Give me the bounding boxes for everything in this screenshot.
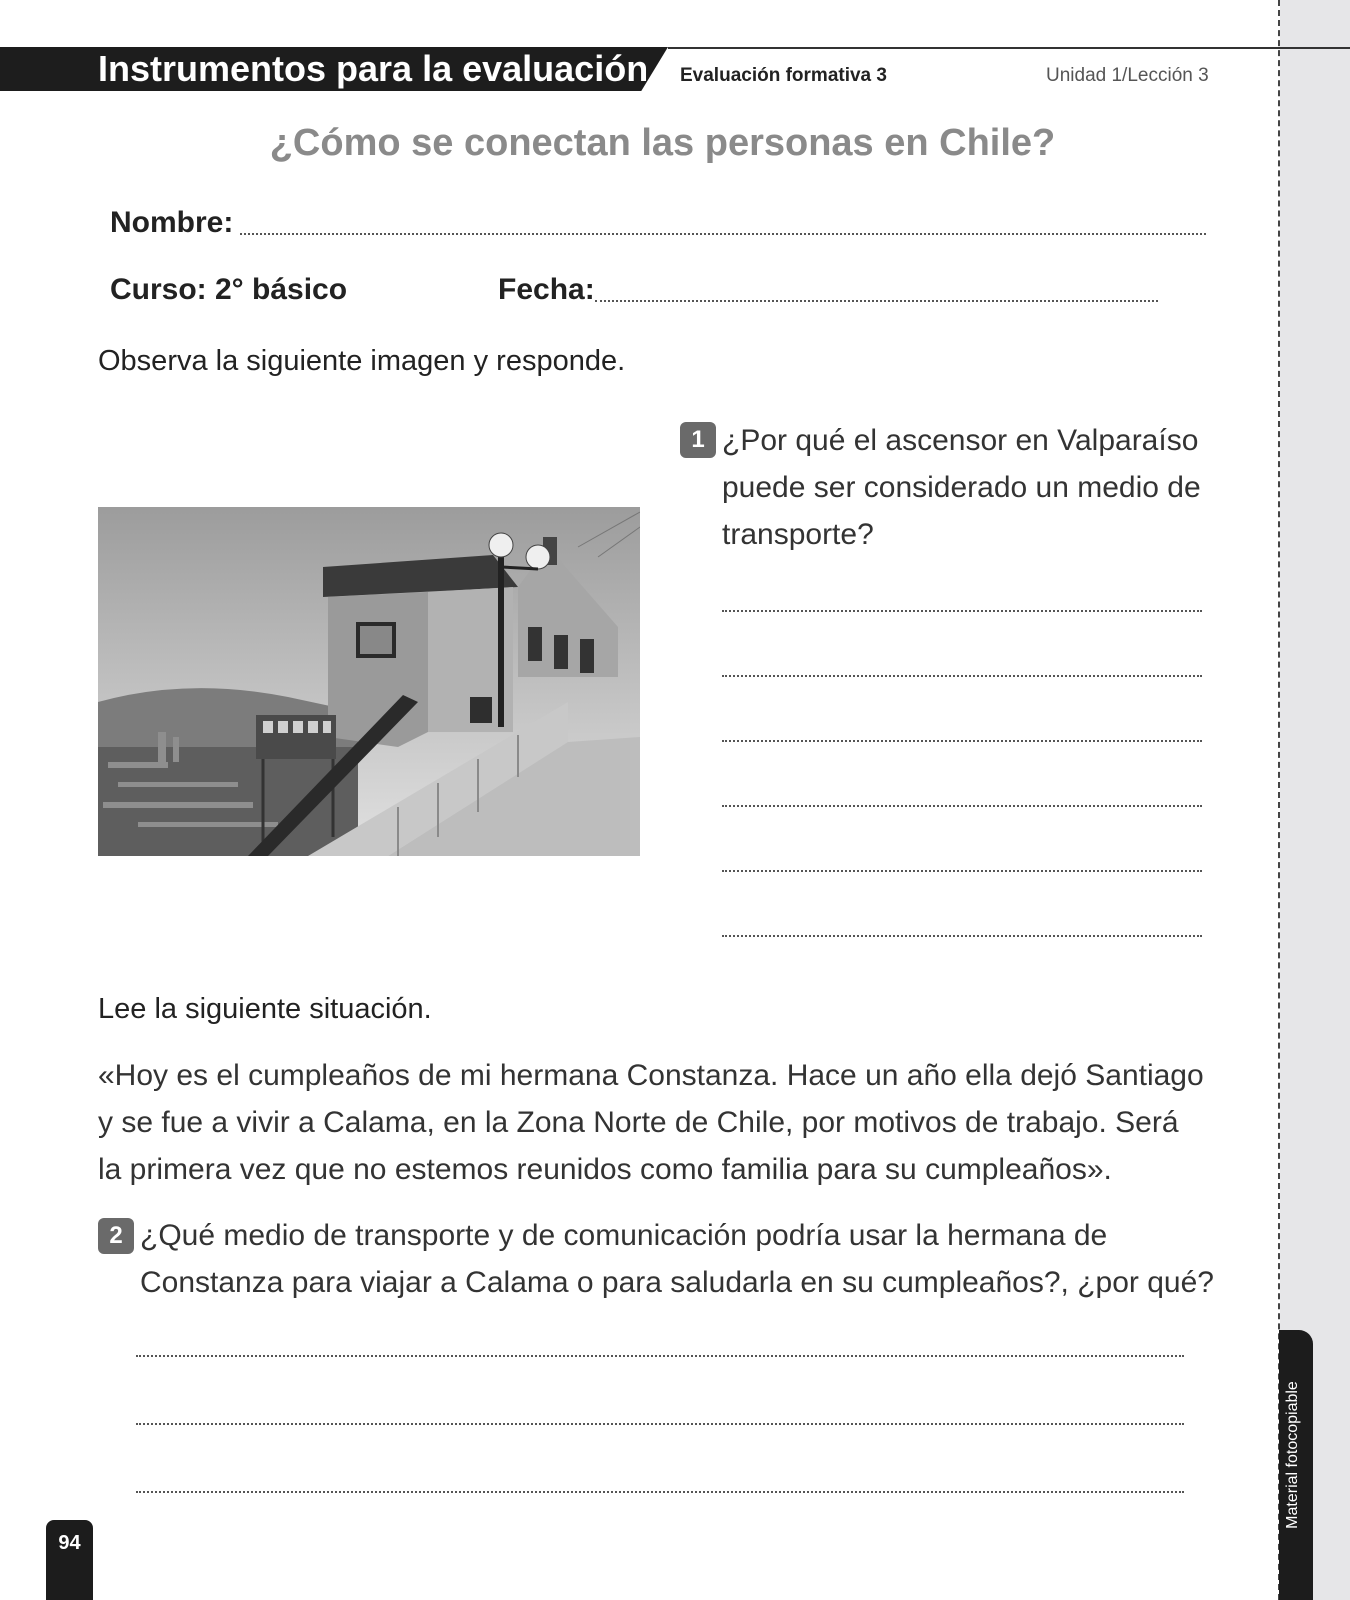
date-field[interactable] — [595, 300, 1158, 302]
name-label: Nombre: — [110, 206, 234, 239]
reading-passage: «Hoy es el cumpleaños de mi hermana Constanza. Hace un año ella dejó Santiago y se fue a vivir a Calama, en la Zona Norte de Chile, por motivos de trabajo. Será la primera vez que no estemos reunidos como familia para su cumpleaños». — [98, 1059, 1204, 1186]
valparaiso-elevator-photo — [98, 507, 640, 856]
question-2-badge: 2 — [98, 1218, 134, 1254]
question-1-text: ¿Por qué el ascensor en Valparaíso puede ser considerado un medio de transporte? — [722, 424, 1201, 551]
answer-line-1-6[interactable] — [722, 935, 1202, 937]
answer-line-1-2[interactable] — [722, 675, 1202, 677]
name-field[interactable] — [240, 233, 1206, 235]
instruction-observe: Observa la siguiente imagen y responde. — [98, 345, 626, 377]
answer-line-1-5[interactable] — [722, 870, 1202, 872]
unit-label: Unidad 1/Lección 3 — [1046, 65, 1209, 86]
header-rule — [668, 47, 1350, 49]
page-title: ¿Cómo se conectan las personas en Chile? — [269, 122, 1056, 164]
question-2-text: ¿Qué medio de transporte y de comunicación podría usar la hermana de Constanza para viajar a Calama o para saludarla en su cumpleaños?, ¿por qué? — [140, 1219, 1214, 1299]
header-title: Instrumentos para la evaluación — [98, 48, 649, 89]
answer-line-2-2[interactable] — [136, 1423, 1184, 1425]
course-label: Curso: 2° básico — [110, 273, 348, 306]
answer-line-1-3[interactable] — [722, 740, 1202, 742]
answer-line-2-1[interactable] — [136, 1355, 1184, 1357]
instruction-read: Lee la siguiente situación. — [98, 993, 432, 1025]
answer-line-1-1[interactable] — [722, 610, 1202, 612]
answer-line-2-3[interactable] — [136, 1491, 1184, 1493]
answer-line-1-4[interactable] — [722, 805, 1202, 807]
evaluation-label: Evaluación formativa 3 — [680, 65, 887, 86]
date-label: Fecha: — [498, 273, 595, 306]
page-number: 94 — [58, 1532, 81, 1554]
question-1-badge: 1 — [680, 422, 716, 458]
side-tab-label: Material fotocopiable — [1284, 1381, 1301, 1529]
